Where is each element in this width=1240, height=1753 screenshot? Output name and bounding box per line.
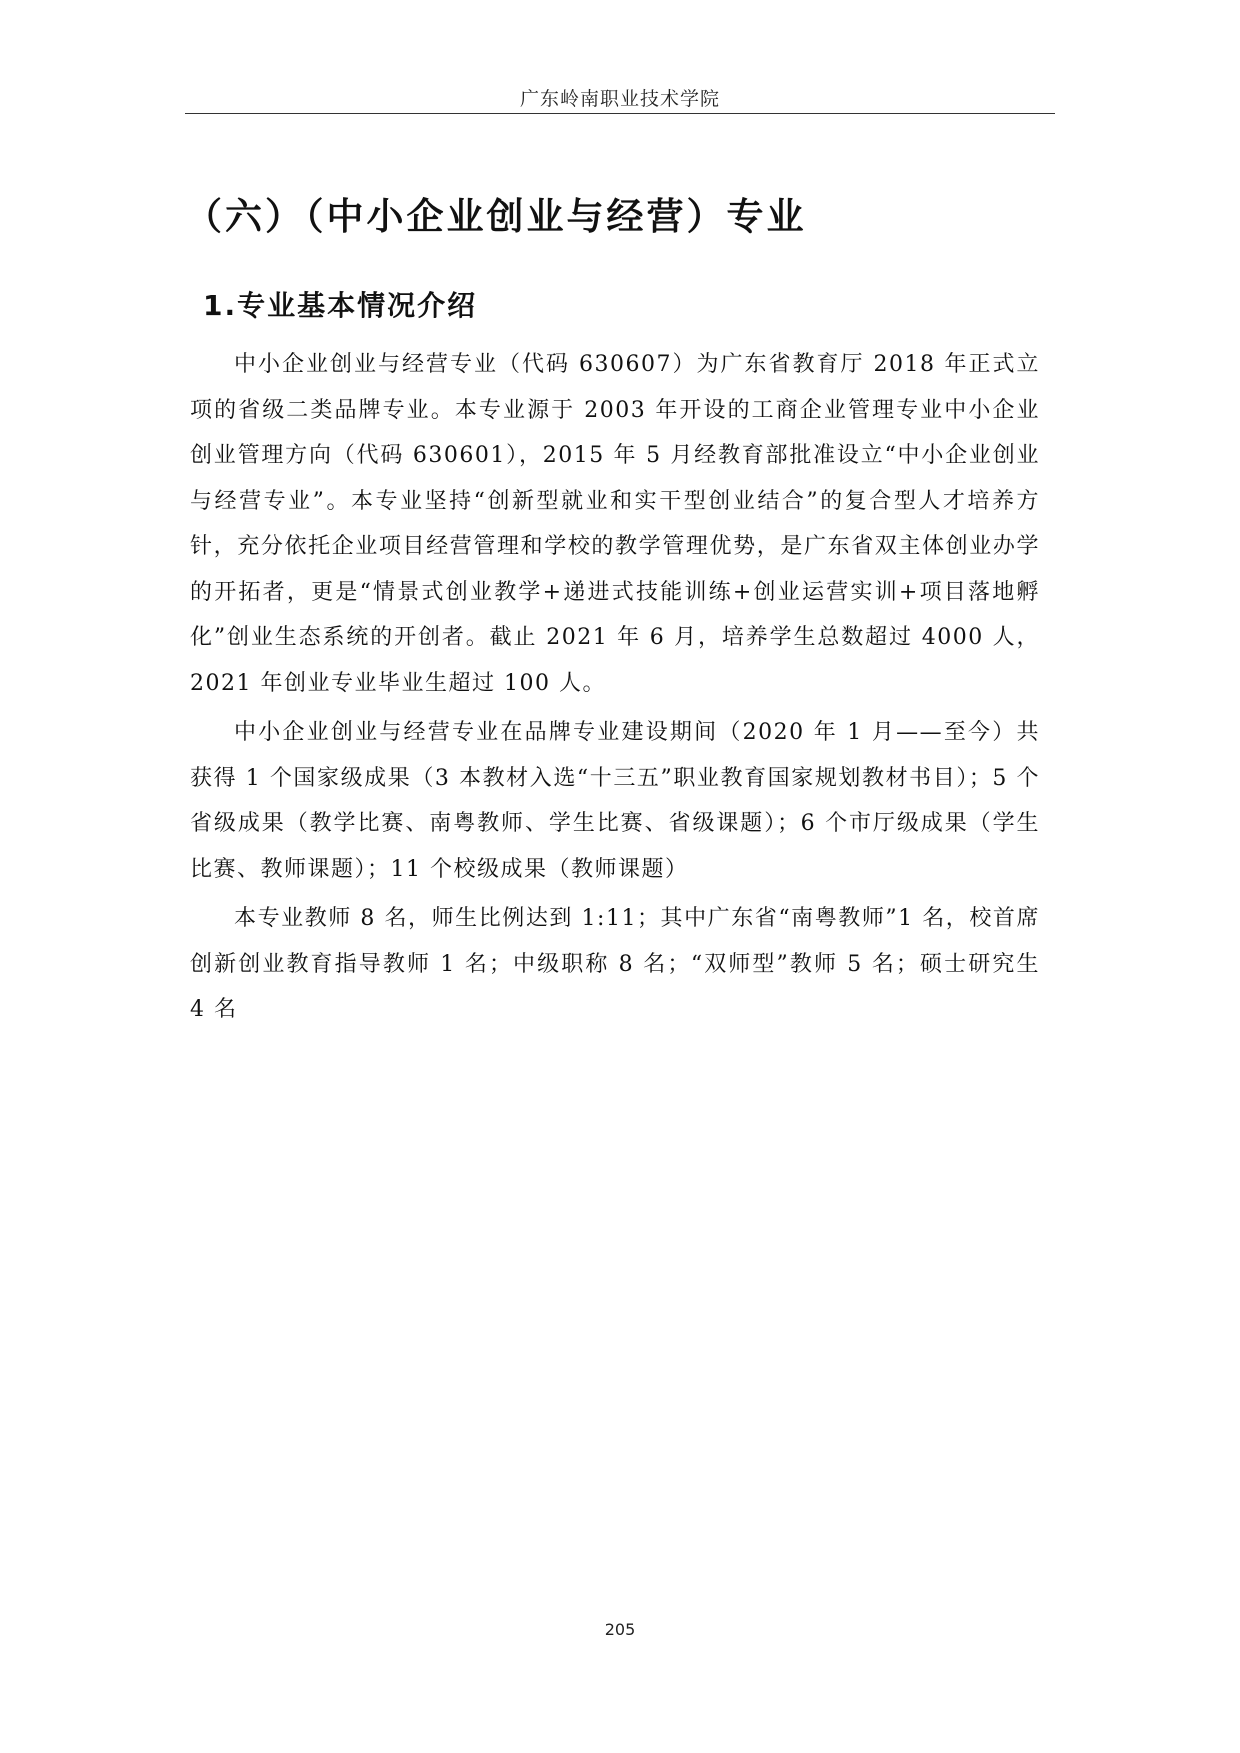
subsection-title: 1.专业基本情况介绍 [203, 289, 478, 322]
paragraph-achievements: 中小企业创业与经营专业在品牌专业建设期间（2020 年 1 月——至今）共获得 1 个国家级成果（3 本教材入选“十三五”职业教育国家规划教材书目）；5 个省级成果（教学比赛、南粤教师、学生比赛、省级课题）；6 个市厅级成果（学生比赛、教师课题）；11 个校级成果（教师课题） [190, 720, 1040, 882]
paragraph-introduction: 中小企业创业与经营专业（代码 630607）为广东省教育厅 2018 年正式立项的省级二类品牌专业。本专业源于 2003 年开设的工商企业管理专业中小企业创业管理方向（代码 630601），2015 年 5 月经教育部批准设立“中小企业创业与经营专业”。本专业坚持“创新型就业和实干型创业结合”的复合型人才培养方针，充分依托企业项目经营管理和学校的教学管理优势，是广东省双主体创业办学的开拓者，更是“情景式创业教学+递进式技能训练+创业运营实训+项目落地孵化”创业生态系统的开创者。截止 2021 年 6 月，培养学生总数超过 4000 人，2021 年创业专业毕业生超过 100 人。 [190, 352, 1040, 696]
body-text [190, 342, 1040, 1037]
page-number: 205 [604, 1620, 636, 1639]
paragraph-faculty: 本专业教师 8 名，师生比例达到 1:11；其中广东省“南粤教师”1 名，校首席创新创业教育指导教师 1 名；中级职称 8 名；“双师型”教师 5 名；硕士研究生 4 名 [190, 906, 1040, 1022]
header-divider [185, 113, 1055, 114]
page-header: 广东岭南职业技术学院 [519, 88, 720, 110]
section-title: （六）（中小企业创业与经营）专业 [185, 195, 807, 238]
